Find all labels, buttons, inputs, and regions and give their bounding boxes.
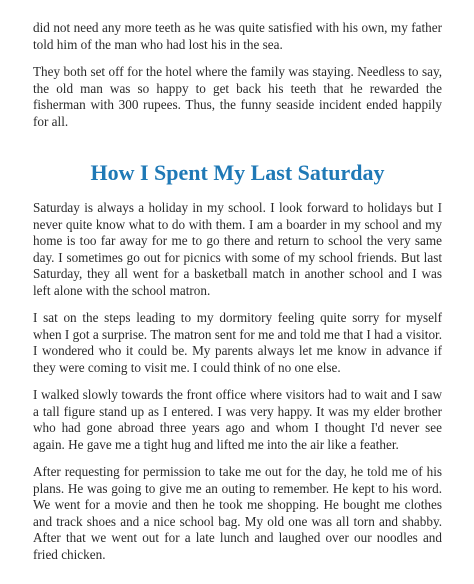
story-paragraph-2: I sat on the steps leading to my dormitory feeling quite sorry for myself when I got a surprise. The matron sent for me and told me that I had a visitor. I wondered who it could be. My parents always let me know in advance if they were coming to visit me. I could think of no one else.	[33, 310, 442, 375]
story-heading: How I Spent My Last Saturday	[90, 160, 385, 185]
story-paragraph-1: Saturday is always a holiday in my school. I look forward to holidays but I never quite know what to do with them. I am a boarder in my school and my home is too far away for me to go there and return to school the very same day. I sometimes go out for picnics with some of my school friends. But last Saturday, they all went for a basketball match in another school and I was left alone with the school matron.	[33, 200, 442, 298]
intro-paragraph-2: They both set off for the hotel where the family was staying. Needless to say, the old man was so happy to get back his teeth that he rewarded the fisherman with 300 rupees. Thus, the funny seaside incident ended happily for all.	[33, 64, 442, 129]
story-paragraph-3: I walked slowly towards the front office where visitors had to wait and I saw a tall figure stand up as I entered. I was very happy. It was my elder brother who had gone abroad three years ago and whom I thought I'd never see again. He gave me a tight hug and lifted me into the air like a feather.	[33, 387, 442, 452]
intro-paragraph-1: did not need any more teeth as he was quite satisfied with his own, my father told him of the man who had lost his in the sea.	[33, 20, 442, 52]
story-paragraph-4: After requesting for permission to take me out for the day, he told me of his plans. He was going to give me an outing to remember. He kept to his word. We went for a movie and then he took me shopping. He bought me clothes and track shoes and a nice school bag. My old one was all torn and shabby. After that we went out for a late lunch and laughed over our noodles and fried chicken.	[33, 464, 442, 562]
